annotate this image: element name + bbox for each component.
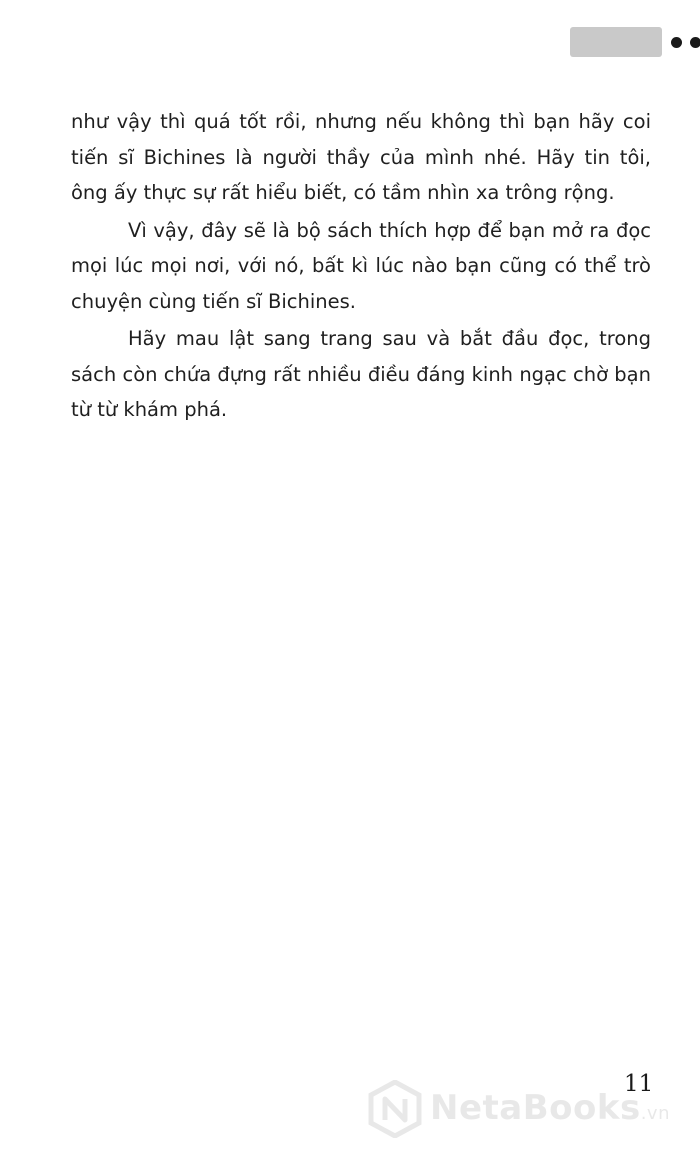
header-dot <box>690 37 700 48</box>
netabooks-watermark <box>366 1080 686 1140</box>
paragraph: như vậy thì quá tốt rồi, nhưng nếu không thì bạn hãy coi tiến sĩ Bichines là người thầy của mình nhé. Hãy tin tôi, ông ấy thực sự rất hiểu biết, có tầm nhìn xa trông rộng. <box>71 110 651 204</box>
watermark-suffix: .vn <box>640 1103 670 1124</box>
watermark-brand: NetaBooks <box>430 1088 641 1128</box>
header-dot <box>671 37 682 48</box>
header-tab-marker <box>570 27 662 57</box>
paragraph: Hãy mau lật sang trang sau và bắt đầu đọc, trong sách còn chứa đựng rất nhiều điều đáng kinh ngạc chờ bạn từ từ khám phá. <box>71 327 651 421</box>
page-number: 11 <box>624 1071 654 1097</box>
body-text <box>71 104 651 428</box>
netabooks-logo-icon <box>366 1080 424 1138</box>
paragraph: Vì vậy, đây sẽ là bộ sách thích hợp để bạn mở ra đọc mọi lúc mọi nơi, với nó, bất kì lúc nào bạn cũng có thể trò chuyện cùng tiến sĩ Bichines. <box>71 218 651 313</box>
watermark-text <box>430 1088 670 1128</box>
